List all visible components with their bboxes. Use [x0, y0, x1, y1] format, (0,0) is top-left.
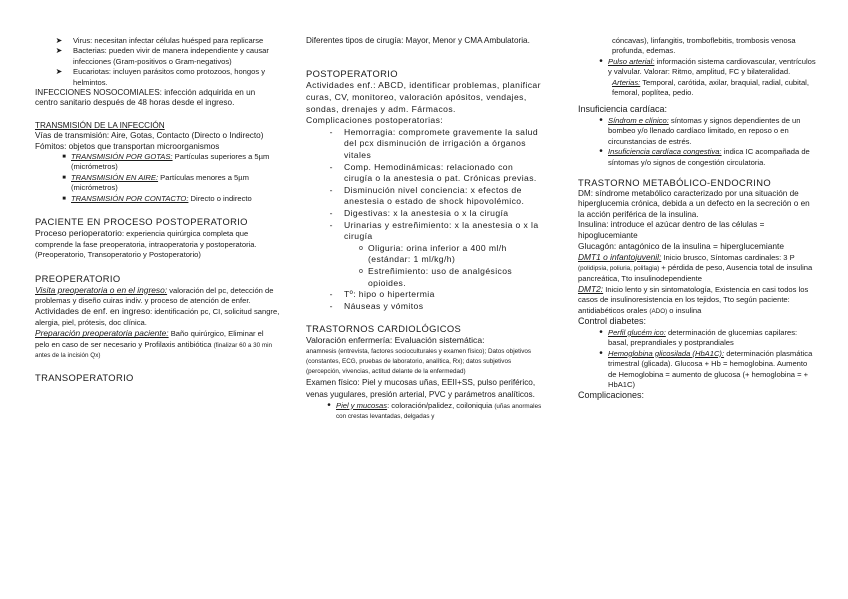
list-item: [578, 349, 816, 391]
control-heading: Control diabetes:: [578, 316, 647, 327]
arterias-label: Arterias:: [612, 77, 641, 87]
aire-text: Partículas menores a 5µm (micrómetros): [71, 172, 249, 193]
list-item: [306, 127, 542, 162]
complicacion-item: Disminución nivel conciencia: x efectos de anestesia o estado de shock hipovolémico.: [344, 184, 525, 207]
arrow-bullet-icon: ➤: [55, 46, 63, 56]
metabolico-heading: TRASTORNO METABÓLICO-ENDOCRINO: [578, 177, 771, 189]
gotas-label: TRANSMISIÓN POR GOTAS:: [71, 152, 173, 162]
visita-text: valoración del pc, detección de problemas y diseño cuiras indiv. y proceso de atención de enfer.: [35, 285, 274, 305]
nosocomiales-text: INFECCIONES NOSOCOMIALES: infección adquirida en un centro sanitario después de 48 horas desde el ingreso.: [35, 88, 256, 108]
sub-item: Oliguria: orina inferior a 400 ml/h (estándar: 1 ml/kg/h): [368, 242, 507, 265]
list-item: [578, 328, 816, 349]
complicacion-item: Tº: hipo o hipertermia: [344, 289, 435, 300]
hemo-label: Hemoglobina glicosilada (HbA1C):: [608, 348, 725, 358]
piel-note: (uñas anormales con crestas levantadas, delgadas y: [336, 402, 542, 421]
dash-bullet-icon: -: [329, 207, 333, 218]
anamnesis-text: anamnesis (entrevista, factores socioculturales y examen físico); Datos objetivos (constantes, ECG, pruebas de laboratorio, analítica, Rx); datos subjetivos (percepción, vivencias, actitud delante de la enfermedad): [306, 347, 532, 376]
fomitos-text: Fómitos: objetos que transportan microorganismos: [35, 141, 220, 151]
arrow-bullet-icon: ➤: [55, 36, 63, 45]
tipos-text: Diferentes tipos de cirugía: Mayor, Menor y CMA Ambulatoria.: [306, 36, 530, 45]
actividades-label: Actividades de enf. en ingreso: [35, 306, 151, 317]
list-item: [35, 194, 280, 204]
pulso-label: Pulso arterial:: [608, 56, 655, 66]
postop-heading: POSTOPERATORIO: [306, 68, 398, 80]
preop-heading: PREOPERATORIO: [35, 272, 121, 284]
square-bullet-icon: ■: [62, 154, 66, 161]
list-item: [306, 266, 542, 289]
list-item: [306, 208, 542, 220]
arterias-text: Temporal, carótida, axilar, braquial, radial, cubital, femoral, poplítea, pedio.: [612, 77, 809, 98]
square-bullet-icon: ■: [62, 195, 66, 202]
list-item: [578, 147, 816, 168]
dmt2-note: (ADO): [649, 307, 668, 315]
piel-label: Piel y mucosas: [336, 400, 388, 410]
preparacion-note: (finalizar 60 a 30 min antes de la incisión Qx): [35, 341, 273, 360]
column-1: [35, 36, 280, 384]
insulina-text: Insulina: introduce el azúcar dentro de las células = hipoglucemiante: [578, 220, 765, 240]
postop-actividades: Actividades enf.: ABCD, identificar problemas, planificar curas, CV, monitoreo, valoración apósitos, vendajes, sondas, drenajes y adm. Fármacos.: [306, 80, 541, 114]
actividades-text: : identificación pc, CI, solicitud sangre, alergia, piel, prótesis, doc clínica.: [35, 307, 280, 327]
aire-label: TRANSMISIÓN EN AIRE:: [71, 172, 159, 182]
visita-label: Visita preoperatoria o en el ingreso:: [35, 284, 168, 295]
transmision-heading: TRANSMISIÓN DE LA INFECCIÓN: [35, 120, 165, 130]
contacto-text: Directo o indirecto: [188, 193, 252, 203]
list-item: [578, 57, 816, 78]
contacto-label: TRANSMISIÓN POR CONTACTO:: [71, 193, 189, 203]
dot-bullet-icon: •: [599, 326, 603, 338]
dot-bullet-icon: •: [599, 115, 603, 127]
list-item: [306, 289, 542, 301]
examen-text: Examen físico: Piel y mucosas uñas, EEII+SS, pulso periférico, venas yugulares, presión arterial, PVC y parámetros analíticos.: [306, 378, 536, 400]
dot-bullet-icon: •: [599, 55, 603, 67]
dmt1-text: Inicio brusco, Síntomas cardinales: 3 P: [661, 252, 795, 262]
list-item: [35, 173, 280, 194]
dmt2-label: DMT2:: [578, 283, 604, 294]
proceso-text: : experiencia quirúrgica completa que comprende la fase preoperatoria, intraoperatoria y postoperatoria. (Preoperatorio, Transoperatorio y Postoperatorio): [35, 229, 257, 260]
circle-bullet-icon: o: [359, 244, 363, 252]
eucariotas-text: Eucariotas: incluyen parásitos como protozoos, hongos y helmintos.: [73, 67, 266, 87]
glucagon-text: Glucagón: antagónico de la insulina = hiperglucemiante: [578, 241, 785, 252]
dot-bullet-icon: •: [327, 399, 331, 411]
dash-bullet-icon: -: [329, 289, 333, 300]
list-item: [306, 185, 542, 208]
piel-text: : coloración/palidez, coiloniquia: [387, 400, 495, 410]
dash-bullet-icon: -: [329, 300, 333, 311]
complicacion-item: Náuseas y vómitos: [344, 300, 424, 311]
pulso-text: información sistema cardiovascular, ventrículos y valvular. Valorar: Ritmo, amplitud, FC y bilateralidad.: [608, 56, 816, 77]
arrow-bullet-icon: ➤: [55, 67, 63, 77]
complicacion-item: Hemorragia: compromete gravemente la salud del pcx disminución de irrigación a órganos vitales: [344, 126, 539, 160]
dash-bullet-icon: -: [329, 219, 333, 230]
valoracion-text: Valoración enfermería: Evaluación sistemática:: [306, 335, 485, 346]
perfil-label: Perfil glucém ico:: [608, 327, 666, 337]
vias-text: Vías de transmisión: Aire, Gotas, Contacto (Directo o Indirecto): [35, 131, 264, 141]
complicaciones-diabetes-heading: Complicaciones:: [578, 390, 645, 401]
dash-bullet-icon: -: [329, 126, 333, 137]
complicacion-item: Urinarias y estreñimiento: x la anestesia o x la cirugía: [344, 219, 539, 242]
hemo-text: determinación plasmática trimestral (glicada). Glucosa + Hb = hemoglobina. Aumento de Hemoglobina = aumento de glucosa (+ hemoglobina = + HbA1C): [608, 348, 813, 389]
list-item: [306, 401, 542, 422]
dash-bullet-icon: -: [329, 184, 333, 195]
dot-bullet-icon: •: [599, 146, 603, 158]
dot-bullet-icon: •: [599, 347, 603, 359]
complicacion-item: Digestivas: x la anestesia o x la cirugía: [344, 207, 509, 218]
list-item: [306, 220, 542, 243]
column-2: [306, 36, 542, 422]
bacterias-text: Bacterias: pueden vivir de manera independiente y causar infecciones (Gram-positivos o Gram-negativos): [73, 46, 269, 66]
list-item: [35, 152, 280, 173]
dmt2-text-2: o insulina: [667, 305, 702, 315]
list-item: [306, 301, 542, 313]
list-item: [35, 67, 280, 88]
dmt1-note: (polidipsia, poliuria, polifagia): [578, 264, 660, 272]
sindrome-text: síntomas y signos dependientes de un bombeo y/o llenado cardíaco limitado, en reposo o en circunstancias de estrés.: [608, 116, 801, 146]
column-3: [578, 36, 816, 402]
preparacion-text: Baño quirúrgico, Eliminar el pelo en caso de ser necesario y Profilaxis antibiótica: [35, 329, 264, 349]
transop-heading: TRANSOPERATORIO: [35, 371, 134, 383]
dmt2-text: Inicio lento y sin sintomatología, Existencia en casi todos los casos de insulinoresistencia en los tejidos, Tto según paciente: antidiabéticos orales: [578, 284, 809, 315]
proceso-label: Proceso perioperatorio: [35, 228, 122, 239]
sindrome-label: Síndrom e clínico:: [608, 116, 669, 126]
list-item: [578, 116, 816, 147]
list-item: [35, 46, 280, 67]
insuficiencia-heading: Insuficiencia cardíaca:: [578, 104, 668, 115]
dmt1-text-2: + pérdida de peso, Ausencia total de insulina pancreática, Tto insulinodependiente: [578, 262, 813, 283]
paciente-heading: PACIENTE EN PROCESO POSTOPERATORIO: [35, 216, 248, 228]
congestiva-label: Insuficiencia cardíaca congestiva:: [608, 147, 722, 157]
continuation-text: cóncavas), linfangitis, tromboflebitis, trombosis venosa profunda, edemas.: [612, 36, 796, 56]
dm-text: DM: síndrome metabólico caracterizado por una situación de hiperglucemia crónica, debida a un defecto en la secreción o en la acción periférica de la insulina.: [578, 189, 810, 219]
sub-item: Estreñimiento: uso de analgésicos opioides.: [368, 265, 513, 288]
cardio-heading: TRASTORNOS CARDIOLÓGICOS: [306, 323, 462, 335]
congestiva-text: indica IC acompañada de síntomas y/o signos de congestión circulatoria.: [608, 147, 810, 167]
square-bullet-icon: ■: [62, 174, 66, 181]
list-item: [306, 243, 542, 266]
dash-bullet-icon: -: [329, 161, 333, 172]
dmt1-label: DMT1 o infantojuvenil:: [578, 251, 662, 262]
gotas-text: Partículas superiores a 5µm (micrómetros): [71, 152, 270, 172]
circle-bullet-icon: o: [359, 267, 363, 275]
preparacion-label: Preparación preoperatoria paciente:: [35, 328, 169, 339]
complicaciones-heading: Complicaciones postoperatorias:: [306, 115, 444, 126]
perfil-text: determinación de glucemias capilares: basal, preprandiales y postprandiales: [608, 327, 798, 348]
list-item: [306, 162, 542, 185]
complicacion-item: Comp. Hemodinámicas: relacionado con cirugía o la anestesia o pat. Crónicas previas.: [344, 161, 537, 184]
list-item: [35, 36, 280, 46]
virus-text: Virus: necesitan infectar células huésped para replicarse: [73, 36, 264, 45]
